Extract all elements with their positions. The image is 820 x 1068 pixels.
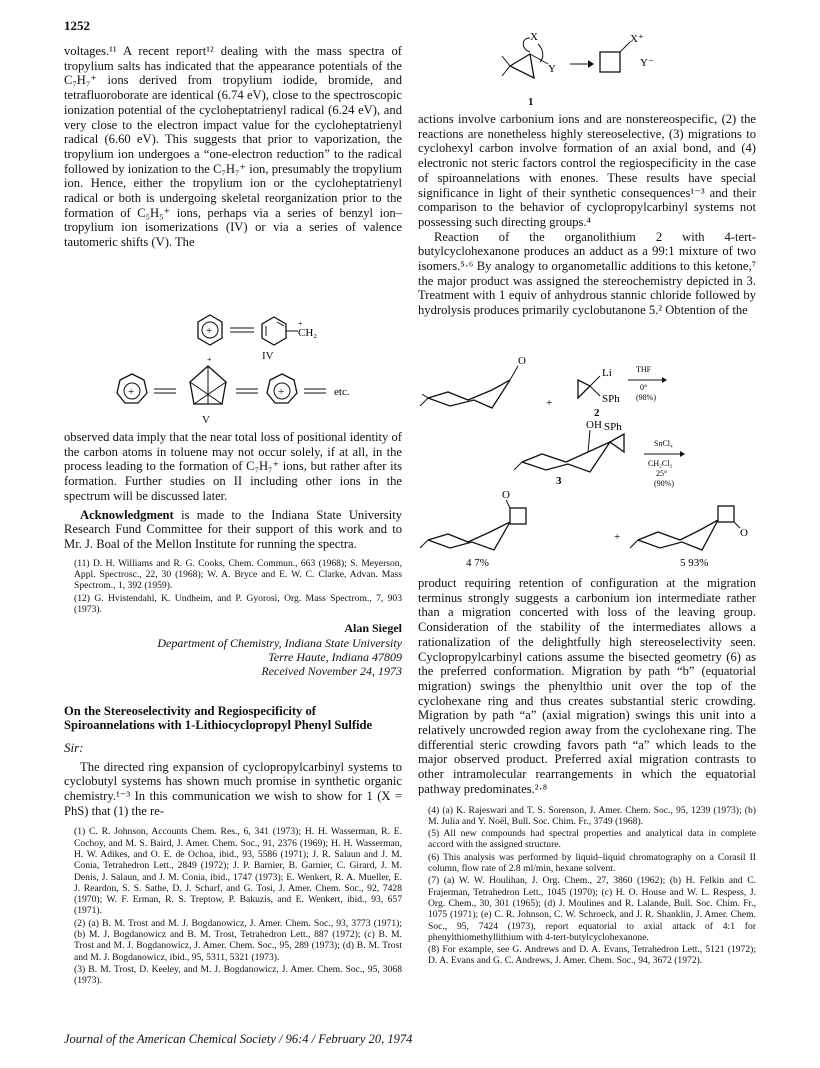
svg-text:+: + bbox=[614, 531, 621, 543]
scheme-2-yield1: (98%) bbox=[636, 393, 656, 402]
scheme-1-y: Y bbox=[548, 63, 556, 75]
scheme-1-x: X⁺ bbox=[630, 33, 644, 45]
left-column-top bbox=[64, 44, 402, 250]
scheme-2-thf: THF bbox=[636, 365, 652, 374]
right-paragraph-2: Reaction of the organolithium 2 with 4-tert-butylcyclohexanone produces an adduct as a 99:1 mixture of two isomers.⁵·⁶ By analogy to organometallic additions to this ketone,⁷ the major product was assigned the stereochemistry depicted in 3. Treatment with 1 equiv of anhydrous stannic chloride followed by hydrolysis produces primarily cyclobutanone 5.² Obtention of the bbox=[418, 229, 756, 318]
article-title: On the Stereoselectivity and Regiospecificity of Spiroannelations with 1-Lithiocyclopropyl Phenyl Sulfide bbox=[64, 703, 373, 733]
svg-text:+: + bbox=[546, 397, 553, 409]
scheme-2-pct-4: 4 7% bbox=[466, 557, 489, 569]
scheme-2-oh: OH bbox=[586, 419, 602, 431]
scheme-2-ch2cl2: CH₂Cl₂ bbox=[648, 459, 673, 468]
ack-text: is made to the Indiana State University Research Fund Committee for their support of this work and to Mr. J. Boal of the Mellon Institute for running the spectra. bbox=[64, 507, 402, 551]
page-number: 1252 bbox=[64, 18, 90, 33]
scheme-2-o-5: O bbox=[740, 527, 748, 539]
footnote-7: (7) (a) W. W. Houlihan, J. Org. Chem., 27, 3860 (1962); (b) H. Felkin and C. Frajerman, Tetrahedron Lett., 1045 (1970); (c) H. O. House and W. L. Respess, J. Org. Chem., 30, 301 (1965); (d) J. Moulines and R. Lalande, Bull. Soc. Chim. Fr., 1075 (1971); (e) C. R. Johnson, C. W. Schroeck, and J. R. Shanklin, J. Amer. Chem. Soc., 95, 7424 (1973), report equatorial to axial attack of 4:1 for phenylthiomethyllithium with 4-tert-butylcyclohexanone. bbox=[428, 875, 756, 943]
left-footnotes bbox=[64, 826, 402, 986]
scheme-1-label: 1 bbox=[528, 96, 534, 108]
footnote-4: (4) (a) K. Rajeswari and T. S. Sorenson, J. Amer. Chem. Soc., 95, 1239 (1973); (b) M. Julia and Y. Noël, Bull. Soc. Chim. Fr., 3749 (1968). bbox=[428, 804, 756, 827]
right-column-top bbox=[418, 112, 756, 318]
scheme-v-etc: etc. bbox=[334, 386, 350, 398]
scheme-2-sncl4: SnCl₄ bbox=[654, 439, 673, 448]
scheme-1 bbox=[500, 16, 700, 106]
svg-text:+: + bbox=[207, 355, 212, 364]
ack-heading: Acknowledgment bbox=[80, 507, 174, 522]
scheme-2 bbox=[418, 354, 756, 572]
right-column-bottom bbox=[418, 576, 756, 968]
scheme-2-li: Li bbox=[602, 367, 612, 379]
affiliation-line-1: Department of Chemistry, Indiana State University bbox=[157, 635, 402, 650]
left-refs bbox=[64, 558, 402, 615]
footnote-8: (8) For example, see G. Andrews and D. A. Evans, Tetrahedron Lett., 5121 (1972); D. A. Evans and G. C. Andrews, J. Amer. Chem. Soc., 94, 3672 (1972). bbox=[428, 944, 756, 967]
scheme-2-label-2: 2 bbox=[594, 407, 600, 419]
left-paragraph-1: voltages.¹¹ A recent report¹² dealing with the mass spectra of tropylium salts has indicated that the appearance potentials of the C₇H₇⁺ ions derived from tropylium iodide, bromide, and tetrafluoroborate are identical (6.74 eV), close to the spectroscopic ionization potential of the cycloheptatrienyl radical (6.24 eV), and very close to the electron impact value for the cycloheptatrienyl radical (6.60 eV). This suggests that prior to vaporization, the tropylium ion undergoes a “one-electron reduction” to the radical followed by ionization to the C₇H₇⁺ ion, presumably the tropylium ion. Hence, either the tropylium ion or the cycloheptatrienyl radical or both is undergoing skeletal reorganization prior to the formation of C₅H₅⁺ ions, perhaps via a series of benzyl ion–tropylium ion isomerizations (IV) or via a series of valence tautomeric shifts (V). The bbox=[64, 44, 402, 250]
scheme-2-label-3: 3 bbox=[556, 475, 562, 487]
left-paragraph-3: The directed ring expansion of cyclopropylcarbinyl systems to cyclobutyl systems has shown much promise in synthetic organic chemistry.¹⁻³ In this communication we wish to show for 1 (X = PhS) that (1) the re- bbox=[64, 759, 402, 818]
footnote-3: (3) B. M. Trost, D. Keeley, and M. J. Bogdanowicz, J. Amer. Chem. Soc., 95, 3068 (1973). bbox=[74, 963, 402, 987]
scheme-2-yield2: (90%) bbox=[654, 479, 674, 488]
svg-text:+: + bbox=[278, 386, 285, 398]
left-column-mid bbox=[64, 430, 402, 987]
scheme-iv-ch2: CH₂ bbox=[298, 327, 318, 339]
received-date: Received November 24, 1973 bbox=[261, 663, 402, 678]
scheme-2-temp2: 25° bbox=[656, 469, 668, 478]
scheme-v-label: V bbox=[202, 414, 210, 426]
acknowledgment bbox=[64, 508, 402, 552]
scheme-2-pct-5: 5 93% bbox=[680, 557, 709, 569]
svg-text:+: + bbox=[298, 319, 303, 328]
ref-11: (11) D. H. Williams and R. G. Cooks, Chem. Commun., 663 (1968); S. Meyerson, Appl. Spectrosc., 22, 30 (1968); W. A. Bryce and E. W. C. Clarke, Advan. Mass Spectrom., 1, 392 (1959). bbox=[74, 557, 402, 592]
left-paragraph-2: observed data imply that the near total loss of positional identity of the carbon atoms in toluene may not occur solely, if at all, in the process leading to the formation of C₇H₇⁺ ions, but rather after its formation. Further studies on II including other ions in the spectrum will be discussed later. bbox=[64, 430, 402, 503]
footnote-5: (5) All new compounds had spectral properties and analytical data in complete accord with the assigned structure. bbox=[428, 828, 756, 851]
right-footnotes bbox=[418, 805, 756, 967]
svg-text:+: + bbox=[128, 386, 135, 398]
footnote-1: (1) C. R. Johnson, Accounts Chem. Res., 6, 341 (1973); H. H. Wasserman, R. E. Cochoy, and M. S. Baird, J. Amer. Chem. Soc., 91, 2376 (1969); H. H. Wasserman, H. W. Adikes, and O. E. de Ochoa, ibid., 93, 5586 (1971); J. R. Salaun and J. M. Conia, Tetrahedron Lett., 2849 (1972); J. P. Barnier, B. Garnier, C. Girard, J. M. Denis, J. Salaun, and J. M. Conia, ibid., 1747 (1973); E. Wenkert, R. A. Mueller, E. J. Reardon, S. S. Sathe, D. J. Scharf, and G. Tosi, J. Amer. Chem. Soc., 92, 7428 (1970); W. F. Erman, R. S. Treptow, P. Bakuzis, and E. Wenkert, ibid., 93, 657 (1971). bbox=[74, 826, 402, 917]
scheme-iv bbox=[190, 312, 390, 350]
scheme-2-o-4: O bbox=[502, 489, 510, 501]
scheme-iv-label: IV bbox=[262, 350, 274, 362]
salutation: Sir: bbox=[64, 739, 84, 755]
right-paragraph-3: product requiring retention of configuration at the migration terminus strongly suggests a carbonium ion intermediate rather than a migration concerted with loss of the leaving group. Consideration of the stability of the intermediates allows a rationalization of the delightfully high stereoselectivity seen. Cyclopropylcarbinyl cations assume the bisected geometry (6) as the preferred conformation. Migration by path “b” (equatorial migration) swings the phenylthio unit over the top of the cyclohexane ring and thus creates substantial steric crowding. Migration by path “a” (axial migration) swings this unit into a relatively uncrowded region away from the cyclohexane ring. The differential steric crowding favors path “a” which leads to the major observed product. Preferred axial migration contrasts to other intramolecular rearrangements in which the equatorial pathway predominates.²·⁸ bbox=[418, 576, 756, 796]
journal-footer: Journal of the American Chemical Society / 96:4 / February 20, 1974 bbox=[64, 1032, 413, 1046]
scheme-2-sph2: SPh bbox=[604, 421, 622, 433]
svg-text:X: X bbox=[530, 31, 538, 43]
scheme-2-o-top: O bbox=[518, 355, 526, 367]
right-paragraph-1: actions involve carbonium ions and are nonstereospecific, (2) the reactions are nonetheless highly stereoselective, (3) migrations to cyclohexyl carbon involve formation of an axial bond, and (4) electronic not steric factors control the regiospecificity in the case of spiroannelations with enones. These results have special significance in light of their synthetic consequences¹⁻³ and their comparison to the behavior of cyclopropylcarbinyl systems not possessing such directing groups.⁴ bbox=[418, 112, 756, 229]
author-name: Alan Siegel bbox=[344, 621, 402, 636]
footnote-2: (2) (a) B. M. Trost and M. J. Bogdanowicz, J. Amer. Chem. Soc., 93, 3773 (1971); (b) M. J. Bogdanowicz and B. M. Trost, Tetrahedron Lett., 887 (1972); (c) B. M. Trost and M. J. Bogdanowicz, J. Amer. Chem. Soc., 95, 289 (1973); (d) B. M. Trost and M. J. Bogdanowicz, ibid., 95, 5311, 5321 (1973). bbox=[74, 917, 402, 963]
footnote-6: (6) This analysis was performed by liquid–liquid chromatography on a Corasil II column, flow rate of 2.8 ml/min, hexane solvent. bbox=[428, 851, 756, 875]
svg-text:+: + bbox=[206, 325, 213, 337]
scheme-2-temp1: 0° bbox=[640, 383, 648, 392]
scheme-2-sph: SPh bbox=[602, 393, 620, 405]
affiliation-line-2: Terre Haute, Indiana 47809 bbox=[268, 649, 402, 664]
scheme-1-yminus: Y⁻ bbox=[640, 57, 654, 69]
ref-12: (12) G. Hvistendahl, K. Undheim, and P. Gyorosi, Org. Mass Spectrom., 7, 903 (1973). bbox=[74, 592, 402, 615]
scheme-v bbox=[112, 352, 372, 412]
